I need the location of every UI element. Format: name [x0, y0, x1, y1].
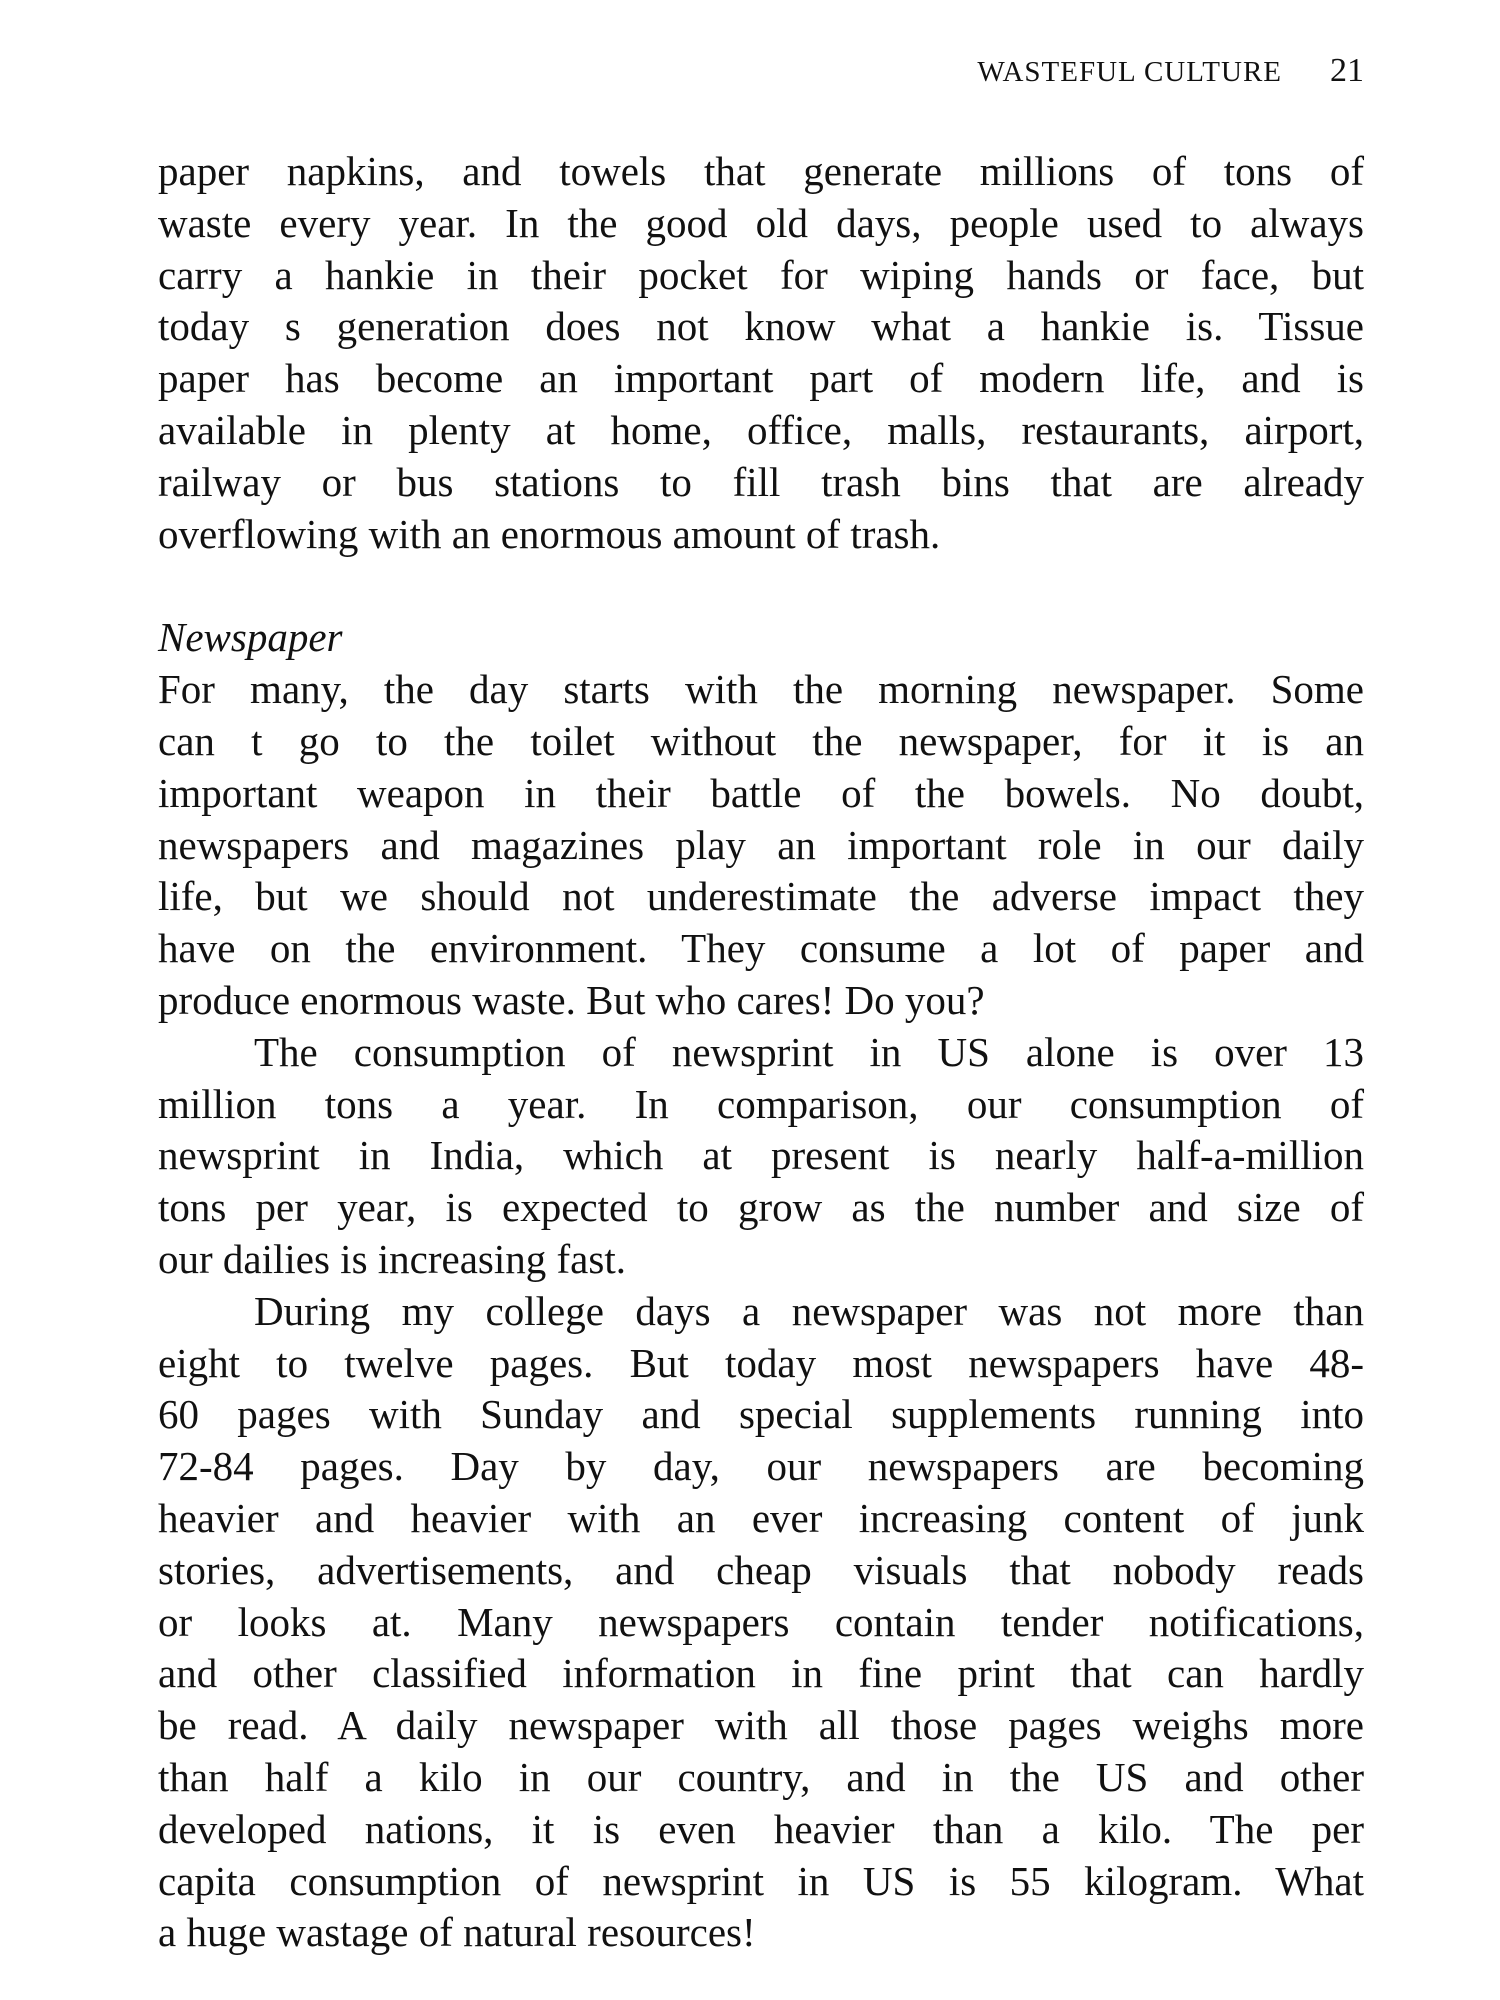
- text-line: carry a hankie in their pocket for wiping hands or face, but: [158, 251, 1364, 298]
- text-line: The consumption of newsprint in US alone is over 13: [254, 1028, 1364, 1075]
- text-line: paper napkins, and towels that generate millions of tons of: [158, 148, 1364, 194]
- text-line: paper has become an important part of modern life, and is: [158, 355, 1364, 402]
- text-line: capita consumption of newsprint in US is 55 kilogram. What: [158, 1857, 1364, 1904]
- text-line: be read. A daily newspaper with all those pages weighs more: [158, 1702, 1364, 1749]
- text-line: tons per year, is expected to grow as the number and size of: [158, 1184, 1364, 1231]
- text-line: newsprint in India, which at present is nearly half-a-million: [158, 1132, 1364, 1179]
- text-line: million tons a year. In comparison, our consumption of: [158, 1080, 1364, 1127]
- text-line: available in plenty at home, office, malls, restaurants, airport,: [158, 406, 1364, 453]
- text-line: newspapers and magazines play an important role in our daily: [158, 821, 1364, 868]
- text-line: life, but we should not underestimate the adverse impact they: [158, 873, 1364, 920]
- paragraph-newsprint-consumption: [158, 1027, 1364, 1286]
- text-line: important weapon in their battle of the bowels. No doubt,: [158, 769, 1364, 816]
- paragraph-college-days: [158, 1286, 1364, 1959]
- text-line: heavier and heavier with an ever increasing content of junk: [158, 1494, 1364, 1541]
- text-line: stories, advertisements, and cheap visuals that nobody reads: [158, 1546, 1364, 1593]
- text-line: produce enormous waste. But who cares! Do you?: [158, 976, 985, 1023]
- text-line: can t go to the toilet without the newspaper, for it is an: [158, 717, 1364, 764]
- text-line: today s generation does not know what a hankie is. Tissue: [158, 303, 1364, 350]
- page-number: 21: [1330, 52, 1364, 89]
- text-line: developed nations, it is even heavier than a kilo. The per: [158, 1805, 1364, 1852]
- paragraph-newspaper-intro: [158, 664, 1364, 1027]
- text-line: railway or bus stations to fill trash bins that are already: [158, 458, 1364, 505]
- text-line: and other classified information in fine print that can hardly: [158, 1650, 1364, 1697]
- text-line: overflowing with an enormous amount of trash.: [158, 510, 941, 557]
- text-line: During my college days a newspaper was not more than: [254, 1287, 1364, 1334]
- section-heading-newspaper: Newspaper: [158, 614, 343, 661]
- text-line: have on the environment. They consume a lot of paper and: [158, 925, 1364, 972]
- text-line: eight to twelve pages. But today most newspapers have 48-: [158, 1339, 1364, 1386]
- text-line: than half a kilo in our country, and in the US and other: [158, 1753, 1364, 1800]
- text-line: For many, the day starts with the morning newspaper. Some: [158, 666, 1364, 713]
- text-line: 72-84 pages. Day by day, our newspapers are becoming: [158, 1443, 1364, 1490]
- text-line: or looks at. Many newspapers contain tender notifications,: [158, 1598, 1364, 1645]
- paragraph-tissue-paper: [158, 146, 1364, 560]
- text-line: 60 pages with Sunday and special supplements running into: [158, 1391, 1364, 1438]
- text-line: our dailies is increasing fast.: [158, 1235, 626, 1282]
- running-head: [977, 52, 1364, 90]
- text-line: waste every year. In the good old days, people used to always: [158, 199, 1364, 246]
- body-text: [158, 146, 1364, 1959]
- text-line: a huge wastage of natural resources!: [158, 1909, 756, 1956]
- chapter-title: WASTEFUL CULTURE: [977, 56, 1282, 88]
